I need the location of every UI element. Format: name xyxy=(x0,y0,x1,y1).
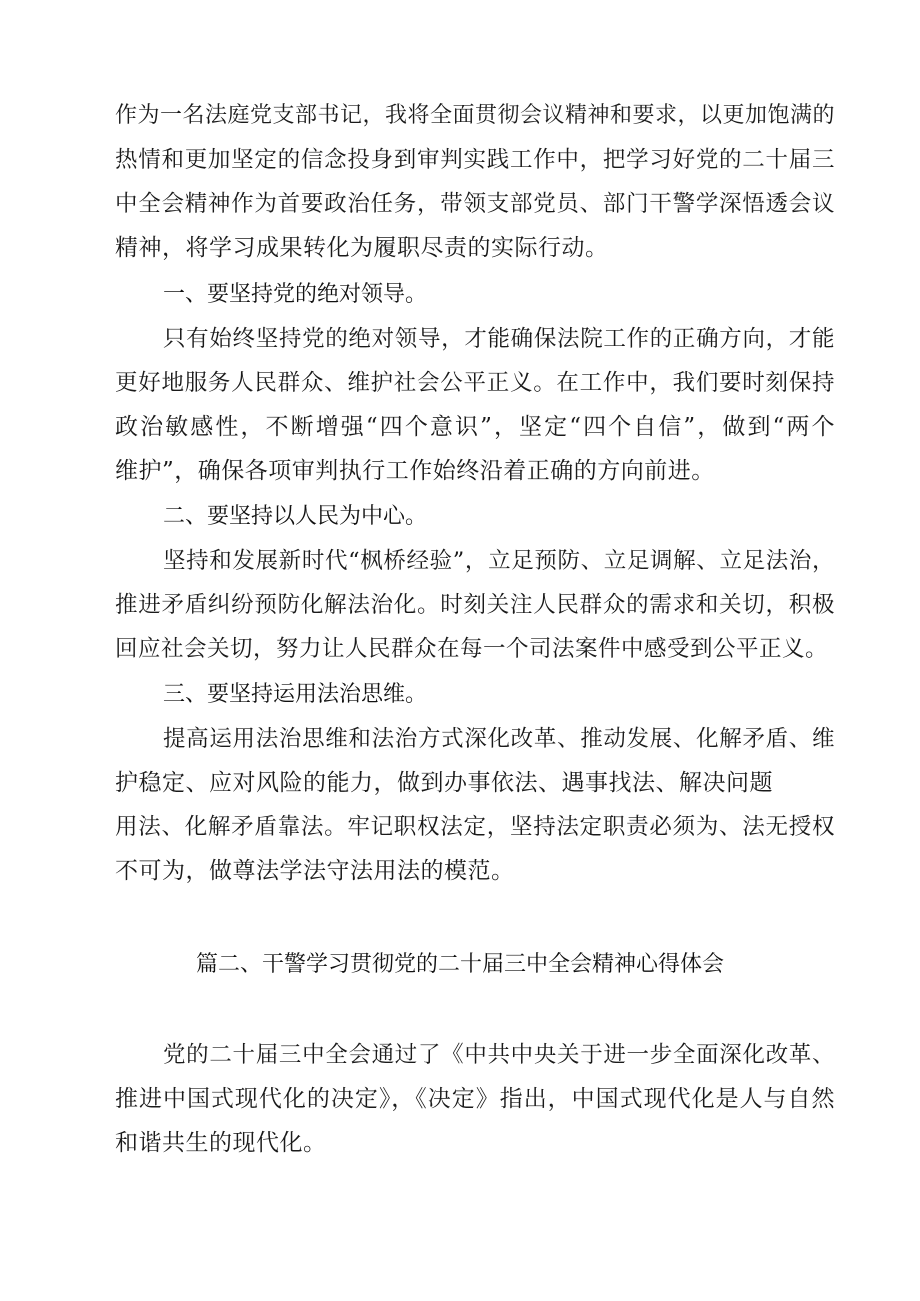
section-1-line-1: 只有始终坚持党的绝对领导，才能确保法院工作的正确方向，才能 xyxy=(163,326,835,352)
intro-line-3: 中全会精神作为首要政治任务，带领支部党员、部门干警学深悟透会议 xyxy=(115,191,835,217)
intro-line-4: 精神，将学习成果转化为履职尽责的实际行动。 xyxy=(115,235,609,261)
section-1-heading: 一、要坚持党的绝对领导。 xyxy=(163,282,428,307)
intro-line-2: 热情和更加坚定的信念投身到审判实践工作中，把学习好党的二十届三 xyxy=(115,147,835,173)
part-2-line-3: 和谐共生的现代化。 xyxy=(115,1130,327,1156)
section-1-line-3: 政治敏感性，不断增强“四个意识”，坚定“四个自信”，做到“两个 xyxy=(115,414,835,440)
section-1-line-4: 维护”，确保各项审判执行工作始终沿着正确的方向前进。 xyxy=(115,458,715,484)
part-2-line-2: 推进中国式现代化的决定》，《决定》指出，中国式现代化是人与自然 xyxy=(115,1086,835,1112)
section-1-line-2: 更好地服务人民群众、维护社会公平正义。在工作中，我们要时刻保持 xyxy=(115,370,835,396)
section-3-heading: 三、要坚持运用法治思维。 xyxy=(163,682,428,707)
intro-line-1: 作为一名法庭党支部书记，我将全面贯彻会议精神和要求，以更加饱满的 xyxy=(115,103,836,128)
section-2-line-1: 坚持和发展新时代“枫桥经验”，立足预防、立足调解、立足法治， xyxy=(163,548,835,574)
section-3-line-2: 护稳定、应对风险的能力，做到办事依法、遇事找法、解决问题 xyxy=(115,770,773,796)
section-2-line-2: 推进矛盾纠纷预防化解法治化。时刻关注人民群众的需求和关切，积极 xyxy=(115,592,835,618)
section-2-line-3: 回应社会关切，努力让人民群众在每一个司法案件中感受到公平正义。 xyxy=(115,636,829,662)
part-2-line-1: 党的二十届三中全会通过了《中共中央关于进一步全面深化改革、 xyxy=(163,1042,835,1068)
section-3-line-3: 用法、化解矛盾靠法。牢记职权法定，坚持法定职责必须为、法无授权 xyxy=(115,814,835,840)
section-2-heading: 二、要坚持以人民为中心。 xyxy=(163,504,428,529)
section-3-line-1: 提高运用法治思维和法治方式深化改革、推动发展、化解矛盾、维 xyxy=(163,726,835,752)
section-3-line-4: 不可为，做尊法学法守法用法的模范。 xyxy=(115,858,515,884)
part-2-title: 篇二、干警学习贯彻党的二十届三中全会精神心得体会 xyxy=(195,952,724,977)
